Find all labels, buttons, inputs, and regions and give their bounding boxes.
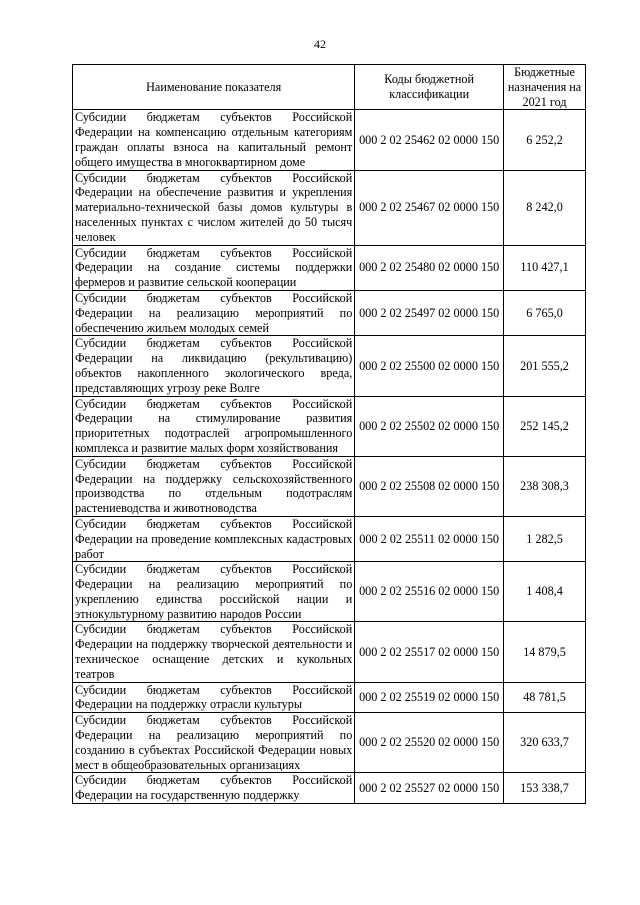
row-code: 000 2 02 25527 02 0000 150: [355, 773, 504, 804]
table-row: [73, 713, 586, 773]
table-row: [73, 170, 586, 245]
row-code: 000 2 02 25519 02 0000 150: [355, 682, 504, 713]
row-code: 000 2 02 25462 02 0000 150: [355, 110, 504, 170]
row-code: 000 2 02 25508 02 0000 150: [355, 456, 504, 516]
row-code: 000 2 02 25517 02 0000 150: [355, 622, 504, 682]
row-name: Субсидии бюджетам субъектов Российской Федерации на создание системы поддержки фермеров и развитие сельской кооперации: [73, 245, 355, 290]
row-name: Субсидии бюджетам субъектов Российской Федерации на государственную поддержку: [73, 773, 355, 804]
budget-table: [72, 64, 586, 804]
row-value: 110 427,1: [504, 245, 586, 290]
table-row: [73, 562, 586, 622]
row-value: 8 242,0: [504, 170, 586, 245]
table-row: [73, 682, 586, 713]
table-row: [73, 290, 586, 335]
row-code: 000 2 02 25511 02 0000 150: [355, 516, 504, 561]
row-value: 153 338,7: [504, 773, 586, 804]
row-value: 1 408,4: [504, 562, 586, 622]
row-value: 252 145,2: [504, 396, 586, 456]
table-row: [73, 773, 586, 804]
row-name: Субсидии бюджетам субъектов Российской Федерации на поддержку творческой деятельности и техническое оснащение детских и кукольных театров: [73, 622, 355, 682]
row-name: Субсидии бюджетам субъектов Российской Федерации на реализацию мероприятий по созданию в субъектах Российской Федерации новых мест в общеобразовательных организациях: [73, 713, 355, 773]
row-name: Субсидии бюджетам субъектов Российской Федерации на реализацию мероприятий по обеспечению жильем молодых семей: [73, 290, 355, 335]
page-number: 42: [314, 37, 326, 51]
row-value: 48 781,5: [504, 682, 586, 713]
row-value: 238 308,3: [504, 456, 586, 516]
row-value: 14 879,5: [504, 622, 586, 682]
header-value: Бюджетные назначения на 2021 год: [504, 65, 586, 110]
row-name: Субсидии бюджетам субъектов Российской Федерации на стимулирование развития приоритетных подотраслей агропромышленного комплекса и развитие малых форм хозяйствования: [73, 396, 355, 456]
row-value: 320 633,7: [504, 713, 586, 773]
row-code: 000 2 02 25467 02 0000 150: [355, 170, 504, 245]
row-name: Субсидии бюджетам субъектов Российской Федерации на компенсацию отдельным категориям граждан оплаты взноса на капитальный ремонт общего имущества в многоквартирном доме: [73, 110, 355, 170]
row-code: 000 2 02 25500 02 0000 150: [355, 336, 504, 396]
header-code: Коды бюджетной классификации: [355, 65, 504, 110]
row-value: 6 765,0: [504, 290, 586, 335]
table-header-row: [73, 65, 586, 110]
table-row: [73, 336, 586, 396]
row-name: Субсидии бюджетам субъектов Российской Федерации на поддержку сельскохозяйственного производства по отдельным подотраслям растениеводства и животноводства: [73, 456, 355, 516]
row-code: 000 2 02 25516 02 0000 150: [355, 562, 504, 622]
table-row: [73, 456, 586, 516]
row-name: Субсидии бюджетам субъектов Российской Федерации на поддержку отрасли культуры: [73, 682, 355, 713]
row-name: Субсидии бюджетам субъектов Российской Федерации на обеспечение развития и укрепления материально-технической базы домов культуры в населенных пунктах с числом жителей до 50 тысяч человек: [73, 170, 355, 245]
table-row: [73, 245, 586, 290]
row-code: 000 2 02 25502 02 0000 150: [355, 396, 504, 456]
row-value: 201 555,2: [504, 336, 586, 396]
header-name: Наименование показателя: [73, 65, 355, 110]
table-row: [73, 396, 586, 456]
row-code: 000 2 02 25497 02 0000 150: [355, 290, 504, 335]
row-code: 000 2 02 25480 02 0000 150: [355, 245, 504, 290]
table-row: [73, 622, 586, 682]
row-name: Субсидии бюджетам субъектов Российской Федерации на реализацию мероприятий по укреплению единства российской нации и этнокультурному развитию народов России: [73, 562, 355, 622]
row-code: 000 2 02 25520 02 0000 150: [355, 713, 504, 773]
row-value: 6 252,2: [504, 110, 586, 170]
table-row: [73, 110, 586, 170]
row-value: 1 282,5: [504, 516, 586, 561]
row-name: Субсидии бюджетам субъектов Российской Федерации на проведение комплексных кадастровых работ: [73, 516, 355, 561]
table-row: [73, 516, 586, 561]
row-name: Субсидии бюджетам субъектов Российской Федерации на ликвидацию (рекультивацию) объектов накопленного экологического вреда, представляющих угрозу реке Волге: [73, 336, 355, 396]
